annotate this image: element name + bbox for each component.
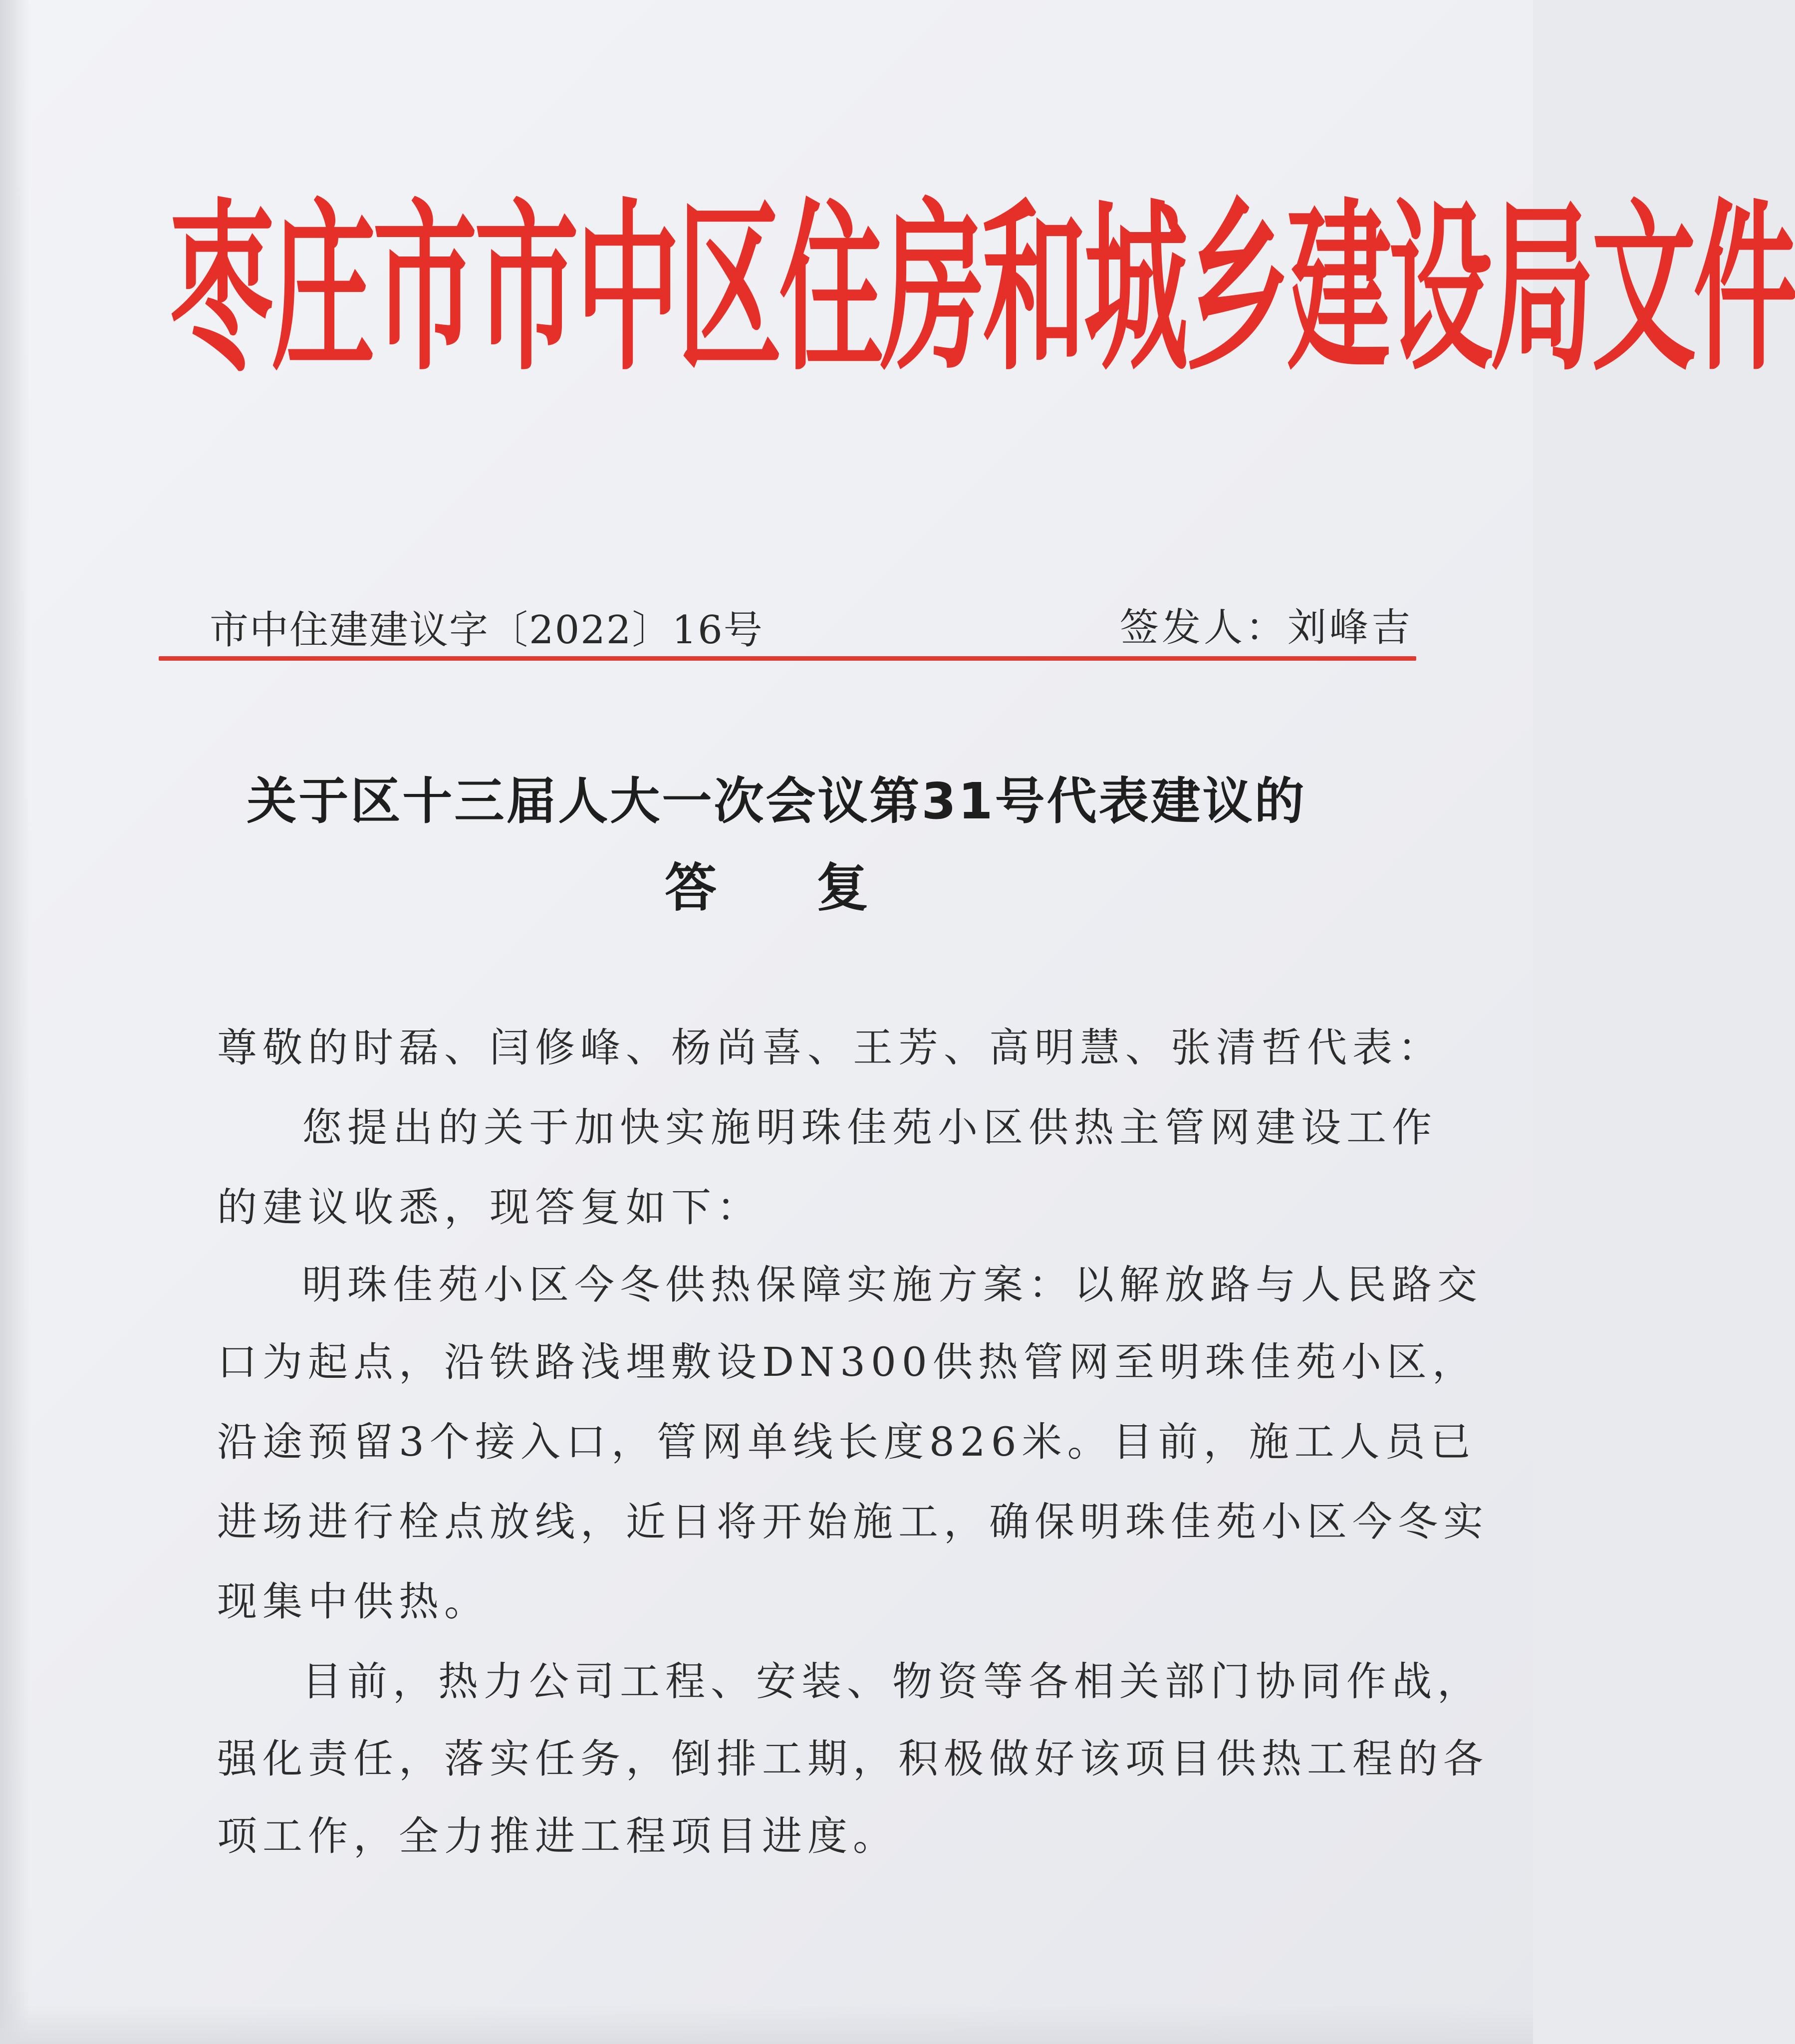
paragraph-2-line-2: 口为起点，沿铁路浅埋敷设DN300供热管网至明珠佳苑小区，	[217, 1339, 1478, 1385]
signer: 签发人：刘峰吉	[1119, 605, 1413, 650]
paragraph-2-line-5: 现集中供热。	[217, 1578, 490, 1625]
heading-char-fu: 复	[816, 857, 869, 918]
paragraph-3-line-3: 项工作，全力推进工程项目进度。	[217, 1813, 898, 1859]
paragraph-2-line-3: 沿途预留3个接入口，管网单线长度826米。目前，施工人员已	[217, 1419, 1476, 1465]
issuer-title: 枣庄市市中区住房和城乡建设局文件	[170, 183, 1795, 396]
page-shadow-left	[0, 0, 30, 2044]
paragraph-3-line-1: 目前，热力公司工程、安装、物资等各相关部门协同作战，	[302, 1658, 1483, 1705]
paragraph-1-line-1: 您提出的关于加快实施明珠佳苑小区供热主管网建设工作	[302, 1104, 1437, 1151]
page-shadow-bottom	[0, 2004, 1533, 2044]
paragraph-3-line-2: 强化责任，落实任务，倒排工期，积极做好该项目供热工程的各	[217, 1736, 1489, 1782]
paragraph-2-line-4: 进场进行栓点放线，近日将开始施工，确保明珠佳苑小区今冬实	[217, 1499, 1489, 1545]
red-divider	[159, 656, 1416, 661]
document-heading-line2	[0, 846, 1533, 921]
paragraph-1-line-2: 的建议收悉，现答复如下：	[217, 1184, 762, 1231]
document-number: 市中住建建议字〔2022〕16号	[210, 608, 764, 653]
document-heading-line1: 关于区十三届人大一次会议第31号代表建议的	[247, 772, 1306, 830]
paragraph-2-line-1: 明珠佳苑小区今冬供热保障实施方案：以解放路与人民路交	[302, 1262, 1483, 1308]
heading-char-da: 答	[664, 857, 717, 918]
salutation: 尊敬的时磊、闫修峰、杨尚喜、王芳、高明慧、张清哲代表：	[217, 1024, 1443, 1071]
